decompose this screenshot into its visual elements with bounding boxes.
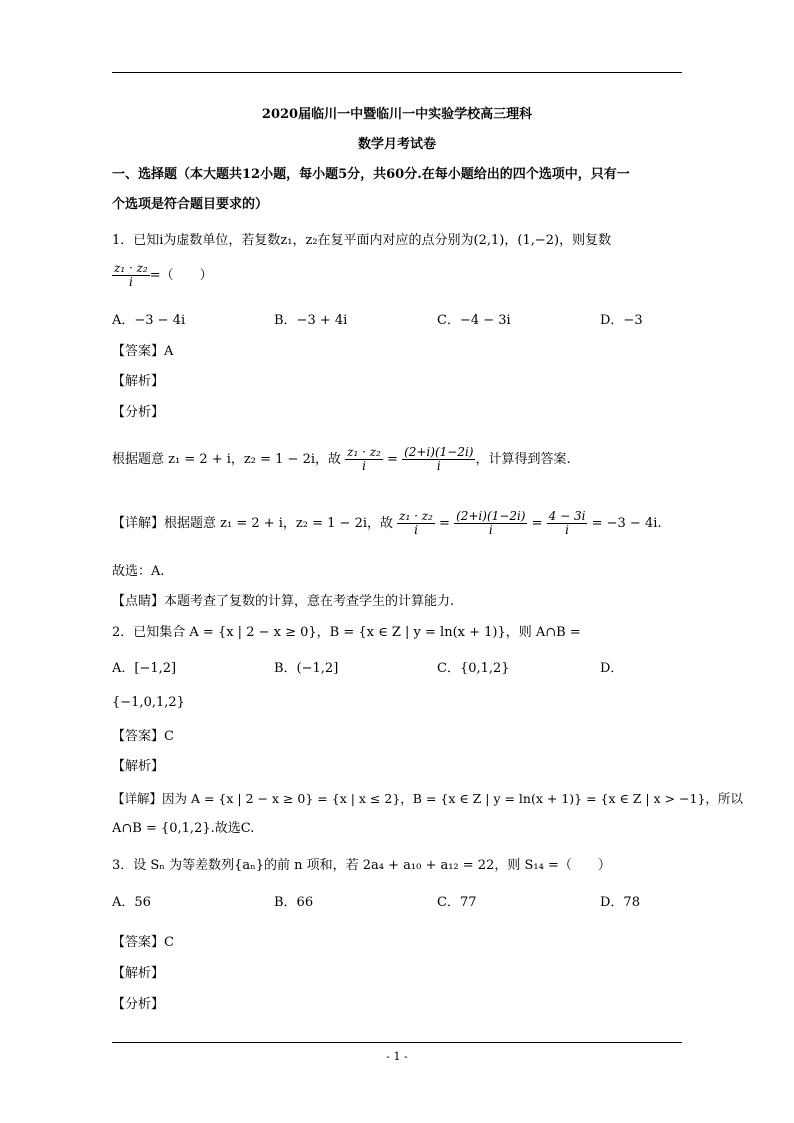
q1-analysis: 根据题意 z₁ = 2 + i，z₂ = 1 − 2i，故 $\frac{\text{z₁ · z₂}}{i}$ = $\frac{(2+i)(1-2i)}{i}$ ，计算得到答案. — [112, 445, 571, 473]
q1-option-b: B．−3 + 4i — [274, 313, 348, 328]
q1-option-d: D．−3 — [600, 313, 643, 328]
q3-option-b: B．66 — [274, 895, 314, 910]
footer-rule — [112, 1042, 682, 1043]
header-rule — [112, 72, 682, 73]
section-heading-line2: 个选项是符合题目要求的） — [112, 197, 269, 212]
q1-option-c: C．−4 − 3i — [437, 313, 511, 328]
q1-detail: 【详解】根据题意 z₁ = 2 + i，z₂ = 1 − 2i，故 $\frac{\text{z₁ · z₂}}{i}$ = $\frac{(2+i)(1-2i)}{i}$ = $\frac{4 - 3i}{i}$ = −3 − 4i. — [112, 509, 662, 537]
doc-subtitle: 数学月考试卷 — [357, 137, 436, 152]
q3-option-c: C．77 — [437, 895, 477, 910]
q1-jiexi: 【解析】 — [112, 374, 165, 389]
q2-detail-line2: A∩B = {0,1,2}.故选C. — [112, 821, 255, 836]
q3-fenxi: 【分析】 — [112, 997, 165, 1012]
q2-option-b: B．(−1,2] — [274, 661, 339, 676]
page-number: - 1 - — [386, 1050, 408, 1063]
q1-fenxi: 【分析】 — [112, 405, 165, 420]
q3-option-a: A．56 — [112, 895, 151, 910]
q2-option-d: D． — [600, 661, 624, 676]
section-heading-line1: 一、选择题（本大题共12小题，每小题5分，共60分.在每小题给出的四个选项中，只有一 — [112, 167, 630, 182]
q2-jiexi: 【解析】 — [112, 759, 165, 774]
q2-detail-line1: 【详解】因为 A = {x | 2 − x ≥ 0} = {x | x ≤ 2}，B = {x ∈ Z | y = ln(x + 1)} = {x ∈ Z | x > −1}，所以 — [112, 791, 743, 806]
q2-option-a: A．[−1,2] — [112, 661, 177, 676]
q1-stem: 1．已知i为虚数单位，若复数z₁，z₂在复平面内对应的点分别为(2,1)，(1,−2)，则复数 — [112, 233, 612, 248]
q2-option-c: C．{0,1,2} — [437, 661, 510, 676]
q2-stem: 2．已知集合 A = {x | 2 − x ≥ 0}，B = {x ∈ Z | y = ln(x + 1)}，则 A∩B = — [112, 625, 581, 640]
q1-guxuan: 故选：A. — [112, 564, 165, 579]
q1-stem-fraction: $\frac{\text{z₁ · z₂}}{i}$ =（ ） — [114, 261, 213, 289]
q2-option-d-value: {−1,0,1,2} — [112, 695, 185, 710]
q3-jiexi: 【解析】 — [112, 966, 165, 981]
q3-stem: 3．设 Sₙ 为等差数列{aₙ}的前 n 项和，若 2a₄ + a₁₀ + a₁₂ = 22，则 S₁₄ =（ ） — [112, 858, 611, 873]
doc-title: 2020届临川一中暨临川一中实验学校高三理科 — [261, 107, 533, 122]
q1-answer: 【答案】A — [112, 344, 174, 359]
q3-option-d: D．78 — [600, 895, 640, 910]
q2-answer: 【答案】C — [112, 729, 174, 744]
q1-option-a: A．−3 − 4i — [112, 313, 186, 328]
q3-answer: 【答案】C — [112, 935, 174, 950]
q1-dianjing: 【点睛】本题考查了复数的计算，意在考查学生的计算能力. — [112, 594, 455, 609]
